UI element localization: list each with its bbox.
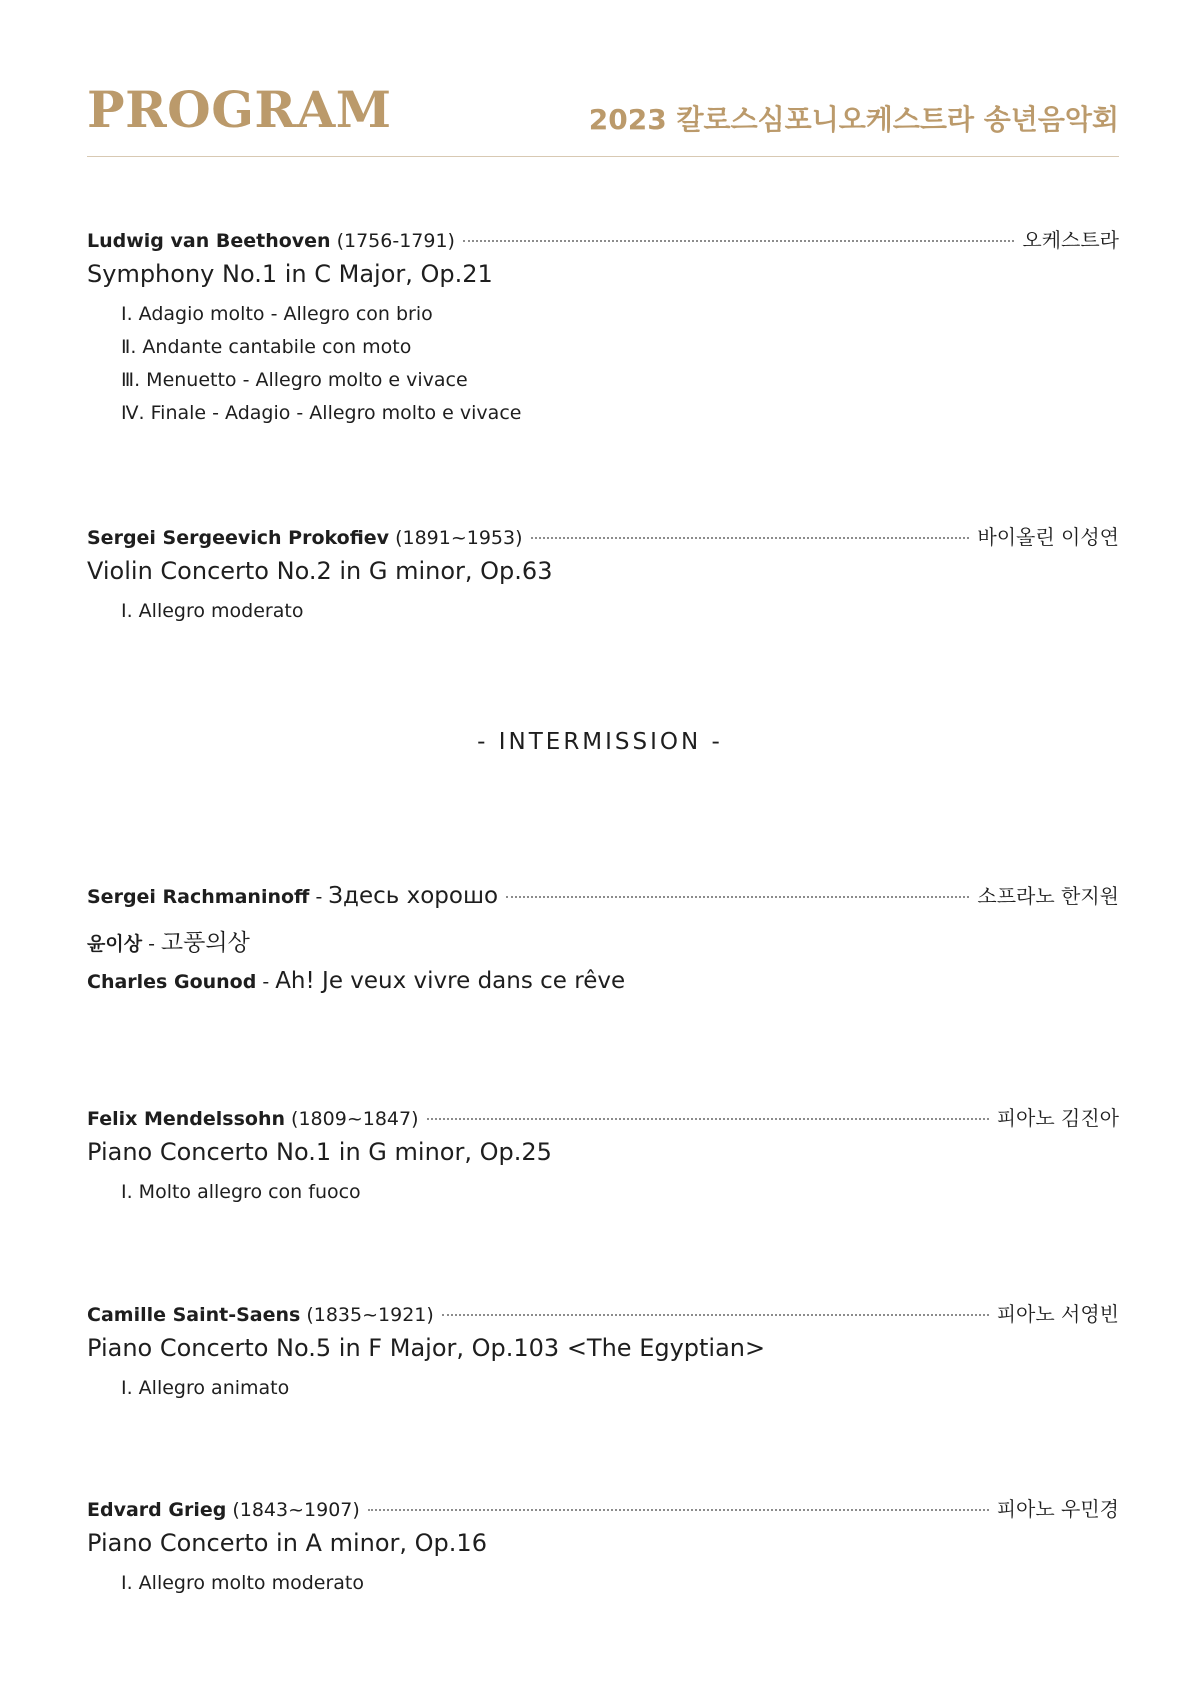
program-header <box>87 78 1119 157</box>
song-line <box>87 880 1119 912</box>
program-item-mendelssohn <box>87 1102 1119 1209</box>
separator: - <box>315 886 323 908</box>
separator: - <box>148 933 155 955</box>
composer-name: Sergei Sergeevich Prokofiev <box>87 527 390 549</box>
composer-line <box>87 1102 1119 1130</box>
movement-list <box>87 1372 1119 1405</box>
intermission-label: - INTERMISSION - <box>477 729 723 755</box>
movement-item: Ⅳ. Finale - Adagio - Allegro molto e vivace <box>121 402 522 424</box>
performer: 소프라노 한지원 <box>977 884 1119 908</box>
song-title: Ah! Je veux vivre dans ce rêve <box>275 968 626 994</box>
movement-item: Ⅰ. Allegro moderato <box>121 600 304 622</box>
movement-item: Ⅰ. Allegro molto moderato <box>121 1572 364 1594</box>
composer-name: 윤이상 <box>87 933 143 955</box>
work-title: Piano Concerto No.1 in G minor, Op.25 <box>87 1138 552 1166</box>
movement-item: Ⅱ. Andante cantabile con moto <box>121 336 412 358</box>
composer-years: (1756-1791) <box>336 230 455 252</box>
composer-line <box>87 1298 1119 1326</box>
performer: 오케스트라 <box>1022 228 1119 252</box>
dotted-leader <box>463 240 1014 242</box>
separator: - <box>262 971 270 993</box>
composer-line <box>87 521 1119 549</box>
movement-list <box>87 298 1119 430</box>
song-line <box>87 968 1119 1000</box>
performer: 바이올린 이성연 <box>977 525 1119 549</box>
work-title: Symphony No.1 in C Major, Op.21 <box>87 260 493 288</box>
song-title: 고풍의상 <box>160 930 250 956</box>
movement-item: Ⅰ. Molto allegro con fuoco <box>121 1181 361 1203</box>
movement-item: Ⅰ. Allegro animato <box>121 1377 290 1399</box>
movement-item: Ⅲ. Menuetto - Allegro molto e vivace <box>121 369 468 391</box>
program-item-grieg <box>87 1493 1119 1600</box>
movement-list <box>87 1176 1119 1209</box>
work-title: Piano Concerto No.5 in F Major, Op.103 <The Egyptian> <box>87 1334 766 1362</box>
performer: 피아노 김진아 <box>996 1106 1119 1130</box>
dotted-leader <box>427 1118 989 1120</box>
composer-line <box>87 1493 1119 1521</box>
composer-name: Sergei Rachmaninoff <box>87 886 310 908</box>
song-title: Здесь хорошо <box>328 883 499 909</box>
dotted-leader <box>531 537 970 539</box>
program-item-prokofiev <box>87 521 1119 628</box>
composer-name: Edvard Grieg <box>87 1499 227 1521</box>
song-line <box>87 924 1119 956</box>
composer-years: (1843~1907) <box>232 1499 360 1521</box>
composer-years: (1891~1953) <box>395 527 523 549</box>
composer-name: Ludwig van Beethoven <box>87 230 331 252</box>
composer-name: Charles Gounod <box>87 971 257 993</box>
movement-list <box>87 595 1119 628</box>
composer-years: (1809~1847) <box>291 1108 419 1130</box>
work-title: Violin Concerto No.2 in G minor, Op.63 <box>87 557 553 585</box>
program-heading: PROGRAM <box>87 80 392 139</box>
composer-years: (1835~1921) <box>306 1304 434 1326</box>
concert-title: 2023 칼로스심포니오케스트라 송년음악회 <box>588 103 1119 136</box>
movement-list <box>87 1567 1119 1600</box>
program-item-vocal <box>87 880 1119 1000</box>
movement-item: Ⅰ. Adagio molto - Allegro con brio <box>121 303 433 325</box>
dotted-leader <box>506 896 969 898</box>
composer-name: Camille Saint-Saens <box>87 1304 301 1326</box>
performer: 피아노 서영빈 <box>996 1302 1119 1326</box>
dotted-leader <box>368 1509 989 1511</box>
performer: 피아노 우민경 <box>996 1497 1119 1521</box>
dotted-leader <box>442 1314 989 1316</box>
program-item-saint-saens <box>87 1298 1119 1405</box>
composer-line <box>87 224 1119 252</box>
work-title: Piano Concerto in A minor, Op.16 <box>87 1529 487 1557</box>
program-item-beethoven <box>87 224 1119 430</box>
composer-name: Felix Mendelssohn <box>87 1108 286 1130</box>
